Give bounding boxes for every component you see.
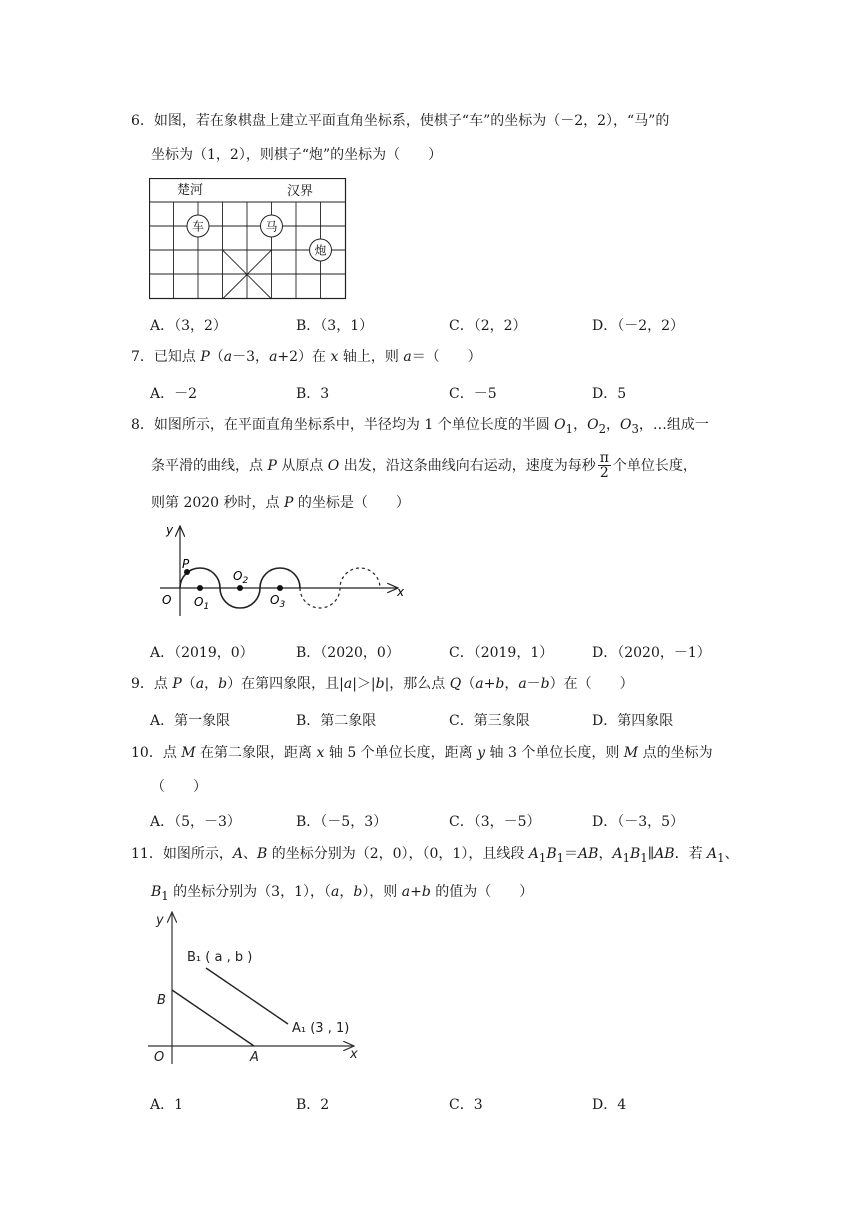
o2-label: $O_2$ xyxy=(233,569,249,586)
question-9-text: 9．点 P（a，b）在第四象限，且|a|＞|b|，那么点 Q（a+b，a－b）在（ ） xyxy=(131,676,634,692)
pi-over-2-fraction: $\frac{\pi}{2}$ xyxy=(599,450,609,482)
question-9-options xyxy=(150,710,750,732)
question-6-options xyxy=(150,315,750,337)
question-10-line-2: （ ） xyxy=(151,779,207,795)
question-10-line-1: 10．点 M 在第二象限，距离 x 轴 5 个单位长度，距离 y 轴 3 个单位长度，则 M 点的坐标为 xyxy=(131,745,713,761)
point-a1-label: A₁ (3 , 1) xyxy=(292,1021,350,1036)
point-b-label: B xyxy=(157,993,166,1008)
question-11 xyxy=(131,837,741,913)
option-c[interactable]: C．（2019，1） xyxy=(449,645,554,661)
option-a[interactable]: A．（5，－3） xyxy=(150,814,241,830)
x-axis-label: x xyxy=(350,1047,358,1062)
x-axis-label: x xyxy=(397,585,405,599)
question-8-line-3: 则第 2020 秒时，点 P 的坐标是（ ） xyxy=(151,494,410,511)
question-6-line-1: 6．如图，若在象棋盘上建立平面直角坐标系，使棋子“车”的坐标为（－2，2），“马”的 xyxy=(131,113,670,129)
option-c[interactable]: C．（3，－5） xyxy=(449,814,541,830)
option-d[interactable]: D．4 xyxy=(592,1097,627,1113)
board-label-chuhe: 楚河 xyxy=(177,183,204,198)
piece-label-pao: 炮 xyxy=(314,243,327,258)
option-d[interactable]: D．第四象限 xyxy=(592,713,674,729)
option-d[interactable]: D．（2020，－1） xyxy=(592,645,711,661)
option-a[interactable]: A．第一象限 xyxy=(150,713,231,729)
question-8-line-2: 条平滑的曲线，点 P 从原点 O 出发，沿这条曲线向右运动，速度为每秒 $\frac{\pi}{2}$ 个单位长度， xyxy=(151,450,697,482)
board-label-hanjie: 汉界 xyxy=(287,184,314,199)
o1-label: $O_1$ xyxy=(194,595,210,612)
question-8-line-1: 8．如图所示，在平面直角坐标系中，半径均为 1 个单位长度的半圆 $O_1$，$O_2$，$O_3$，…组成一 xyxy=(131,417,709,436)
question-8 xyxy=(131,408,741,520)
question-10-options xyxy=(150,811,750,833)
question-6 xyxy=(131,104,741,172)
question-8-options xyxy=(150,642,750,664)
question-11-line-1: 11．如图所示，A、B 的坐标分别为（2，0），（0，1），且线段 $A_1B_1=AB$，$A_1B_1\parallel AB$．若 $A_1$、 xyxy=(131,846,739,865)
option-a[interactable]: A．1 xyxy=(150,1097,184,1113)
question-10 xyxy=(131,736,741,804)
point-p-label: P xyxy=(182,557,190,571)
option-a[interactable]: A．－2 xyxy=(150,386,198,402)
question-11-options xyxy=(150,1094,750,1116)
chess-piece-ma xyxy=(261,215,283,237)
piece-label-che: 车 xyxy=(191,219,205,234)
point-b1-label: B₁ ( a , b ) xyxy=(187,950,253,965)
option-b[interactable]: B．（－5，3） xyxy=(296,814,388,830)
y-axis-label: y xyxy=(156,913,164,928)
piece-label-ma: 马 xyxy=(265,219,278,234)
option-a[interactable]: A．（3，2） xyxy=(150,318,227,334)
question-7 xyxy=(131,340,741,374)
option-c[interactable]: C．3 xyxy=(449,1097,483,1113)
point-a-label: A xyxy=(250,1050,259,1065)
question-11-line-2: $B_1$ 的坐标分别为（3，1），（a，b），则 a+b 的值为（ ） xyxy=(151,883,534,903)
question-7-options xyxy=(150,383,750,405)
chess-piece-che xyxy=(187,215,209,237)
segment-translation-graph xyxy=(146,908,368,1066)
y-axis-label: y xyxy=(166,523,174,537)
option-b[interactable]: B．（2020，0） xyxy=(296,645,400,661)
question-7-text: 7．已知点 P（a－3，a+2）在 x 轴上，则 a＝（ ） xyxy=(131,349,482,365)
option-b[interactable]: B．3 xyxy=(296,386,330,402)
option-b[interactable]: B．第二象限 xyxy=(296,713,377,729)
option-d[interactable]: D．（－3，5） xyxy=(592,814,685,830)
origin-label: O xyxy=(162,593,172,607)
option-c[interactable]: C．－5 xyxy=(449,386,497,402)
option-d[interactable]: D．（－2，2） xyxy=(592,318,685,334)
semicircle-curve-graph xyxy=(154,522,410,622)
option-c[interactable]: C．（2，2） xyxy=(449,318,527,334)
chess-piece-pao xyxy=(310,239,332,261)
question-6-line-2: 坐标为（1，2），则棋子“炮”的坐标为（ ） xyxy=(151,147,443,163)
option-c[interactable]: C．第三象限 xyxy=(449,713,530,729)
origin-label: O xyxy=(154,1050,165,1065)
option-b[interactable]: B．（3，1） xyxy=(296,318,374,334)
chess-board-figure xyxy=(149,178,347,300)
o3-label: $O_3$ xyxy=(270,593,286,610)
option-a[interactable]: A．（2019，0） xyxy=(150,645,254,661)
question-9 xyxy=(131,667,741,701)
option-b[interactable]: B．2 xyxy=(296,1097,330,1113)
option-d[interactable]: D．5 xyxy=(592,386,627,402)
